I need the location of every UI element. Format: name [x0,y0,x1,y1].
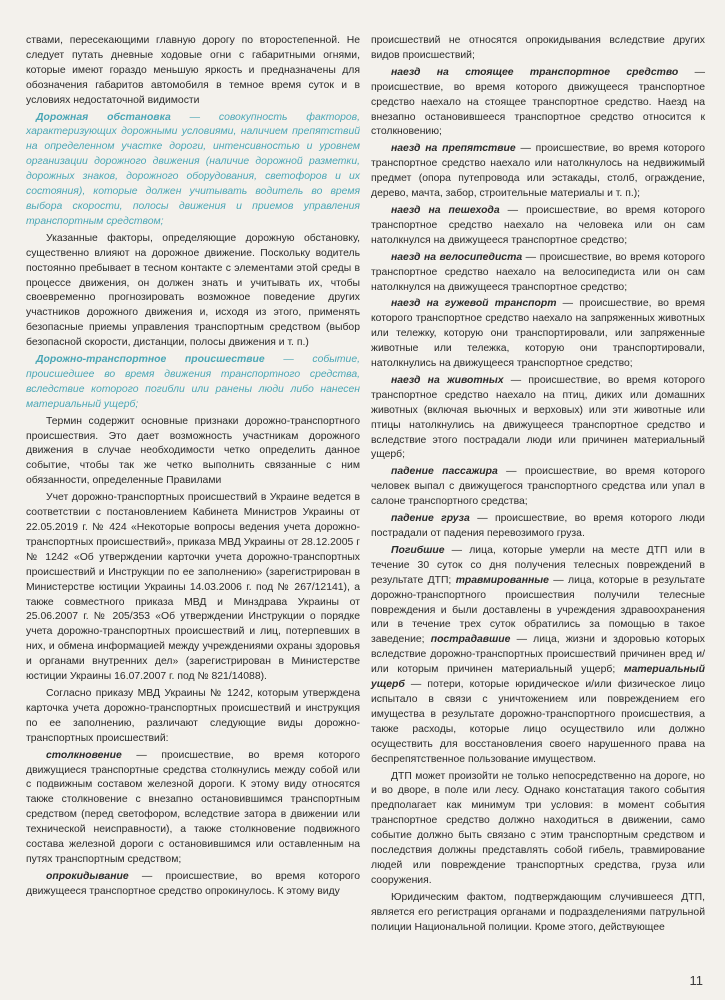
term-label: наезд на велосипедиста [391,251,523,263]
term-label: Погибшие [391,544,445,556]
term-text: — происшествие, во время которого движущиеся транспортные средства столкнулись между собой или с подвижным составом железной дороги. К этому виду относятся также столкновение с внезапно остановившимся транспортным средством (перед светофором, вследствие затора в движении или технической неисправности), а также столкновение подвижного состава железной дороги с остановившимся или оставленным на путях транспортным средством; [26,749,360,865]
paragraph: Указанные факторы, определяющие дорожную обстановку, существенно влияют на дорожное движение. Поскольку водитель постоянно пребывает в тесном контакте с элементами этой среды в процессе движения, он должен знать и учитывать их, чтобы своевременно прогнозировать возможное поведение других участников дорожного движения и, исходя из этого, применять безопасные приемы управления транспортным средством (выбор безопасной скорости, дистанции, полосы движения и т. п.) [26,232,360,349]
definition-term: Дорожно-транспортное происшествие [36,354,265,366]
term-paragraph [371,66,705,141]
definitions-paragraph [371,544,705,768]
term-paragraph [371,297,705,372]
term-label: столкновение [46,749,122,761]
left-column [26,34,360,902]
term-text: — происшествие, во время которого транспортное средство наехало или натолкнулось на недвижимый предмет (опора путепровода или эстакады, столб, ограждение, дерево, мачта, забор, строительные материалы и т. п.); [371,143,705,200]
term-text: — потери, которые юридическое и/или физическое лицо испытало в связи с уничтожением или повреждением его имущества в результате дорожно-транспортного происшествия, а также расходы, которые лицо осуществило или должно осуществить для восстановления своего нарушенного права на беспрепятственное пользование имуществом. [371,679,705,765]
term-label: материальный ущерб [371,664,705,691]
term-text: — лица, которые умерли на месте ДТП или в течение 30 суток со дня получения телесных повреждений в результате ДТП; [371,544,705,586]
definition-text: — событие, происшедшее во время движения транспортного средства, вследствие которого погибли или ранены люди либо нанесен материальный ущерб; [26,354,360,410]
term-paragraph [371,251,705,296]
term-label: наезд на пешехода [391,204,500,216]
paragraph: Учет дорожно-транспортных происшествий в Украине ведется в соответствии с постановлением Кабинета Министров Украины от 22.05.2019 г. № 424 «Некоторые вопросы ведения учета дорожно-транспортных происшествий», приказа МВД Украины от 28.12.2005 г № 1242 «Об утверждении карточки учета дорожно-транспортных происшествий и Инструкции по ее заполнению» (зарегистрирован в Министерстве юстиции Украины 14.03.2006 г. под № 267/12141), а также совместного приказа МВД и Минздрава Украины от 25.06.2007 г. № 205/353 «Об утверждении Инструкции о порядке учета дорожно-транспортных происшествий и лиц, потерпевших в них, и обмена информацией между учреждениями охраны здоровья и органами внутренних дел» (зарегистрирован в Министерстве юстиции Украины 16.07.2007 г. под № 821/14088). [26,492,360,683]
definition-term: Дорожная обстановка [36,111,171,123]
paragraph: Согласно приказу МВД Украины № 1242, которым утверждена карточка учета дорожно-транспортных происшествий и инструкция по ее заполнению, различают следующие виды дорожно-транспортных происшествий: [26,687,360,744]
highlighted-definition [26,111,360,230]
paragraph: ДТП может произойти не только непосредственно на дороге, но и во дворе, в поле или лесу. Однако констатация такого события предполагает как минимум три условия: в момент события транспортное средство должно находиться в движении, само событие должно быть связано с этим транспортным средством и последствия должны представлять собой гибель, травмирование людей или повреждение транспортных средства, груза или сооружения. [371,770,705,886]
paragraph: происшествий не относятся опрокидывания вследствие других видов происшествий; [371,35,705,61]
paragraph: Термин содержит основные признаки дорожно-транспортного происшествия. Это дает возможность участникам дорожного движения в случае необходимости четко определить данное событие, чтобы так же четко выполнить связанные с ним обязанности, определенные Правилами [26,415,360,487]
term-paragraph [371,512,705,542]
term-paragraph [26,870,360,900]
term-text: — происшествие, во время которого транспортное средство наехало на велосипедиста или он сам натолкнулся на движущееся транспортное средство; [371,251,705,293]
term-paragraph [371,204,705,249]
term-text: — происшествие, во время которого транспортное средство наехало на запряженных животных или тележку, которую они транспортировали, или запряженные животные или тележка, которую они транспортировали, натолкнулись на движущееся транспортное средство; [371,298,705,370]
term-label: наезд на гужевой транспорт [391,298,557,310]
term-text: — происшествие, во время которого люди пострадали от падения перевозимого груза. [371,513,705,539]
term-text: — происшествие, во время которого транспортное средство наехало на птиц, диких или домашних животных (включая вьючных и верховых) или эти животные или птицы натолкнулись на движущееся транспортное средство и вследствие этого пострадали люди или причинен материальный ущерб; [371,374,706,461]
term-paragraph [26,749,360,868]
page-number: 11 [689,973,703,988]
paragraph: ствами, пересекающими главную дорогу по второстепенной. Не следует путать дневные ходовые огни с габаритными огнями, которые имеют гораздо меньшую яркость и предназначены для обозначения габаритов автомобиля в темное время суток и в условиях недостаточной видимости [26,35,360,106]
term-label: опрокидывание [46,870,129,882]
definition-text: — совокупность факторов, характеризующих дорожными условиями, наличием препятствий на определенном участке дороги, интенсивностью и уровнем организации дорожного движения (наличие дорожной разметки, дорожных знаков, дорожного оборудования, светофоров и их состояния), которые должен учитывать водитель во время выбора скорости, полосы движения и приемов управления транспортным средством; [26,111,360,227]
term-label: наезд на животных [391,374,504,386]
term-label: падение пассажира [391,466,498,478]
term-label: падение груза [391,513,470,525]
term-text: — происшествие, во время которого движущееся транспортное средство опрокинулось. К этому виду [26,870,360,897]
term-text: — происшествие, во время которого движущееся транспортное средство наехало на стоящее транспортное средство. Наезд на внезапно остановившееся транспортное средство относится к столкновению; [371,66,706,138]
paragraph: Юридическим фактом, подтверждающим случившееся ДТП, является его регистрация органами и подразделениями патрульной полиции Национальной полиции. Кроме этого, действующее [371,891,705,933]
right-column [371,34,705,937]
term-label: наезд на препятствие [391,143,516,155]
term-text: — лица, которые в результате дорожно-транспортного происшествия получили телесные повреждения и были доставлены в учреждения здравоохранения или в течение трех суток обратились за помощью в такое заведение; [371,574,705,646]
highlighted-definition [26,353,360,413]
term-paragraph [371,465,705,510]
term-paragraph [371,374,705,463]
term-label: пострадавшие [430,634,511,646]
term-text: — происшествие, во время которого транспортное средство наехало на человека или он сам натолкнулся на движущееся транспортное средство; [371,204,705,246]
term-label: травмированные [455,574,549,586]
term-label: наезд на стоящее транспортное средство [391,66,679,78]
term-paragraph [371,142,705,202]
term-text: — происшествие, во время которого человек выпал с движущегося транспортного средства или упал в салоне транспортного средства; [371,466,705,508]
term-text: — лица, жизни и здоровью которых вследствие дорожно-транспортных происшествий причинен вред и/или которым причинен материальный ущерб; [371,634,705,676]
